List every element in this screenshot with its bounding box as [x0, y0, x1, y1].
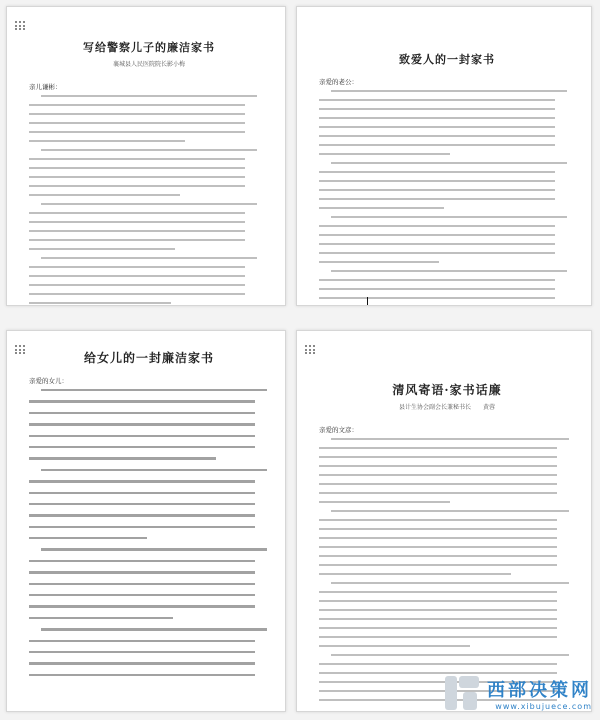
watermark-logo-icon	[441, 672, 483, 714]
text-line	[319, 261, 439, 263]
text-line	[29, 492, 255, 494]
text-line	[319, 198, 555, 200]
text-line	[41, 628, 267, 630]
text-line	[319, 564, 557, 566]
text-line	[331, 90, 567, 92]
body-text	[319, 438, 575, 701]
text-line	[319, 474, 557, 476]
text-line	[29, 104, 245, 106]
text-line	[319, 234, 555, 236]
greeting: 亲爱的老公：	[319, 78, 358, 86]
text-line	[319, 528, 557, 530]
text-line	[319, 501, 450, 503]
text-line	[29, 248, 175, 250]
text-line	[29, 131, 245, 133]
text-line	[29, 674, 255, 676]
drag-handle-icon[interactable]	[305, 345, 315, 355]
text-line	[319, 447, 557, 449]
greeting: 亲儿谦彬：	[29, 83, 62, 91]
page-title: 写给警察儿子的廉洁家书	[83, 41, 215, 54]
text-line	[29, 400, 255, 402]
text-line	[29, 302, 171, 304]
text-line	[319, 252, 555, 254]
text-line	[319, 180, 555, 182]
text-line	[331, 582, 569, 584]
text-cursor	[367, 297, 368, 306]
text-line	[331, 270, 567, 272]
text-line	[29, 239, 245, 241]
text-line	[319, 153, 450, 155]
text-line	[29, 140, 185, 142]
text-line	[29, 158, 245, 160]
text-line	[319, 171, 555, 173]
text-line	[41, 203, 257, 205]
text-line	[29, 480, 255, 482]
text-line	[41, 469, 267, 471]
watermark-name: 西部决策网	[487, 679, 592, 701]
text-line	[29, 293, 245, 295]
text-line	[319, 117, 555, 119]
text-line	[319, 99, 555, 101]
text-line	[319, 492, 557, 494]
body-text	[319, 90, 575, 299]
document-page-1	[6, 6, 286, 306]
text-line	[319, 189, 555, 191]
document-page-4	[296, 330, 592, 712]
text-line	[29, 537, 147, 539]
text-line	[319, 126, 555, 128]
text-line	[29, 651, 255, 653]
text-line	[29, 275, 245, 277]
text-line	[41, 548, 267, 550]
text-line	[319, 546, 557, 548]
text-line	[29, 594, 255, 596]
text-line	[331, 654, 569, 656]
text-line	[29, 230, 245, 232]
text-line	[29, 560, 255, 562]
text-line	[319, 243, 555, 245]
text-line	[41, 149, 257, 151]
text-line	[319, 135, 555, 137]
text-line	[29, 113, 245, 115]
text-line	[319, 483, 557, 485]
text-line	[41, 389, 267, 391]
text-line	[29, 446, 255, 448]
greeting: 亲爱的文彦：	[319, 426, 358, 434]
page-subtitle: 襄城县人民医院院长影小梅	[112, 61, 185, 68]
text-line	[29, 457, 216, 459]
text-line	[319, 207, 444, 209]
text-line	[29, 640, 255, 642]
page-subtitle: 县计生协会副会长兼秘书长 黄蓉	[398, 404, 495, 411]
text-line	[29, 605, 255, 607]
text-line	[29, 266, 245, 268]
text-line	[29, 423, 255, 425]
text-line	[331, 510, 569, 512]
text-line	[319, 288, 555, 290]
drag-handle-icon[interactable]	[15, 21, 25, 31]
text-line	[319, 465, 557, 467]
document-page-3	[6, 330, 286, 712]
watermark	[441, 672, 592, 714]
text-line	[29, 617, 173, 619]
text-line	[319, 573, 511, 575]
document-page-2	[296, 6, 592, 306]
text-line	[331, 162, 567, 164]
text-line	[319, 519, 557, 521]
text-line	[29, 194, 180, 196]
text-line	[319, 636, 557, 638]
page-title: 给女儿的一封廉洁家书	[83, 351, 214, 365]
text-line	[29, 212, 245, 214]
text-line	[319, 627, 557, 629]
text-line	[29, 221, 245, 223]
text-line	[331, 438, 569, 440]
page-title: 致爱人的一封家书	[399, 53, 495, 66]
text-line	[29, 435, 255, 437]
text-line	[29, 662, 255, 664]
text-line	[319, 297, 555, 299]
text-line	[319, 645, 470, 647]
text-line	[29, 526, 255, 528]
text-line	[29, 284, 245, 286]
drag-handle-icon[interactable]	[15, 345, 25, 355]
text-line	[319, 609, 557, 611]
text-line	[319, 537, 557, 539]
text-line	[41, 257, 257, 259]
text-line	[319, 555, 557, 557]
text-line	[319, 279, 555, 281]
text-line	[319, 591, 557, 593]
text-line	[41, 95, 257, 97]
body-text	[29, 389, 269, 676]
text-line	[29, 571, 255, 573]
text-line	[319, 618, 557, 620]
text-line	[29, 176, 245, 178]
text-line	[29, 503, 255, 505]
text-line	[319, 144, 555, 146]
text-line	[29, 514, 255, 516]
body-text	[29, 95, 269, 306]
text-line	[319, 456, 557, 458]
text-line	[319, 108, 555, 110]
text-line	[29, 167, 245, 169]
text-line	[319, 225, 555, 227]
watermark-url: www.xibujuece.com	[495, 701, 592, 711]
text-line	[319, 600, 557, 602]
greeting: 亲爱的女儿：	[29, 377, 68, 385]
text-line	[29, 412, 255, 414]
text-line	[29, 185, 245, 187]
text-line	[29, 583, 255, 585]
text-line	[331, 216, 567, 218]
page-title: 清风寄语·家书话廉	[392, 383, 502, 397]
text-line	[319, 663, 557, 665]
text-line	[29, 122, 245, 124]
